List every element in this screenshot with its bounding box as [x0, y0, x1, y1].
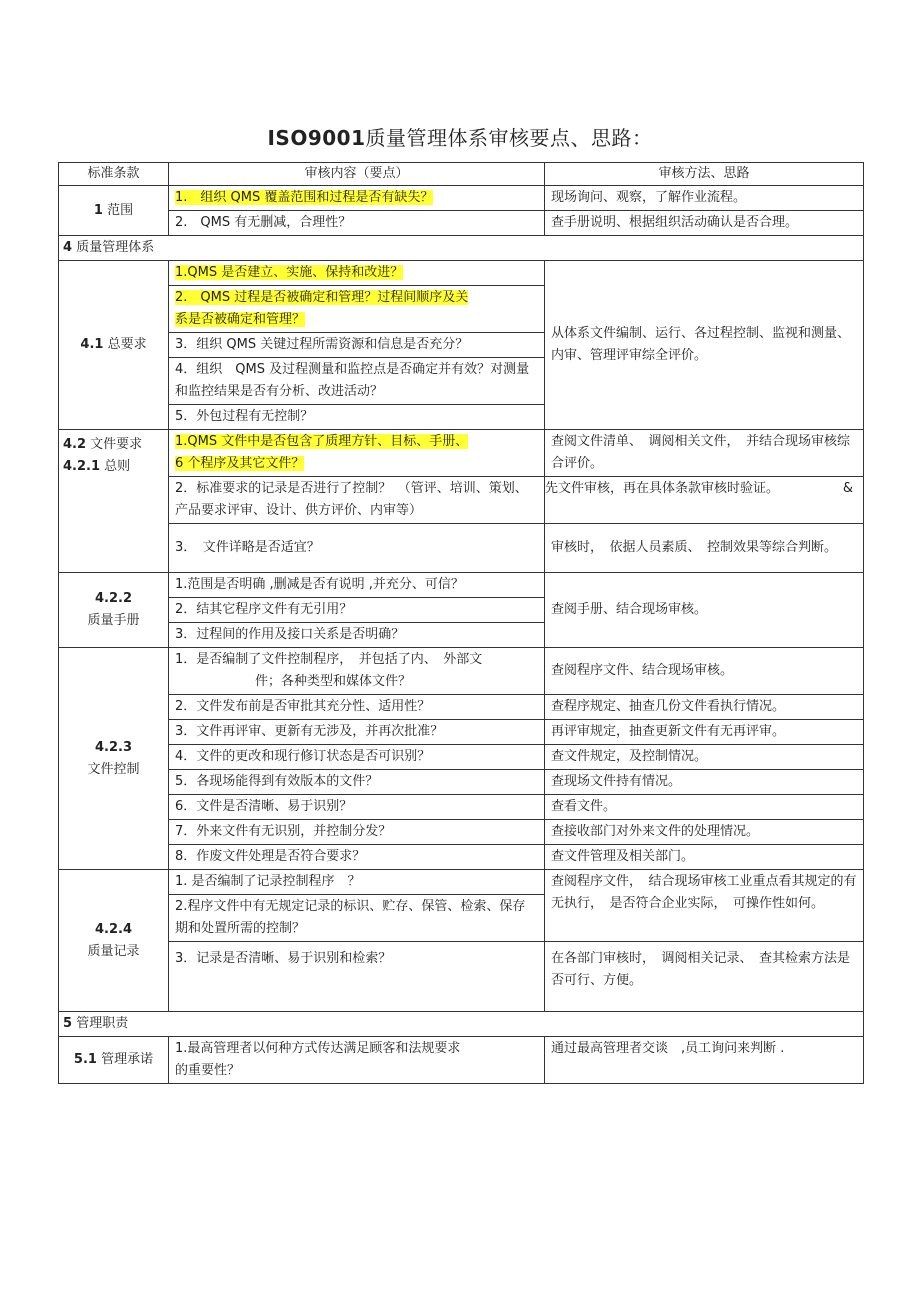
table-row	[59, 795, 864, 820]
method-cell: 查现场文件持有情况。	[545, 770, 864, 795]
section-row	[59, 1012, 864, 1037]
content-cell: 3．过程间的作用及接口关系是否明确？	[169, 623, 545, 648]
content-cell: 1.最高管理者以何种方式传达满足顾客和法规要求 的重要性？	[169, 1037, 545, 1084]
content-cell: 2．文件发布前是否审批其充分性、适用性？	[169, 695, 545, 720]
table-row	[59, 820, 864, 845]
title-bold: ISO9001	[267, 126, 366, 150]
table-row	[59, 870, 864, 895]
clause-cell: 5.1 管理承诺	[59, 1037, 169, 1084]
content-cell: 8．作废文件处理是否符合要求？	[169, 845, 545, 870]
method-cell: 查看文件。	[545, 795, 864, 820]
method-cell: 在各部门审核时， 调阅相关记录、 查其检索方法是否可行、方便。	[545, 942, 864, 1012]
content-cell: 3． 文件详略是否适宜？	[169, 524, 545, 573]
table-row	[59, 573, 864, 598]
table-row	[59, 524, 864, 573]
method-cell: 查阅手册、结合现场审核。	[545, 573, 864, 648]
content-cell: 4．文件的更改和现行修订状态是否可识别？	[169, 745, 545, 770]
method-cell: 查阅文件清单、 调阅相关文件， 并结合现场审核综合评价。	[545, 430, 864, 477]
content-cell: 4．组织 QMS 及过程测量和监控点是否确定并有效？对测量和监控结果是否有分析、改进活动？	[169, 358, 545, 405]
content-cell: 3．组织 QMS 关键过程所需资源和信息是否充分？	[169, 333, 545, 358]
method-cell: 查文件管理及相关部门。	[545, 845, 864, 870]
content-cell: 5．各现场能得到有效版本的文件？	[169, 770, 545, 795]
table-row	[59, 211, 864, 236]
method-cell: 查阅程序文件、结合现场审核。	[545, 648, 864, 695]
table-row	[59, 695, 864, 720]
content-cell: 2．结其它程序文件有无引用？	[169, 598, 545, 623]
method-cell: & 先文件审核，再在具体条款审核时验证。	[545, 477, 864, 524]
method-cell: 从体系文件编制、运行、各过程控制、监视和测量、内审、管理评审综全评价。	[545, 261, 864, 430]
table-row	[59, 720, 864, 745]
clause-cell: 4.2.4 质量记录	[59, 870, 169, 1012]
table-row	[59, 770, 864, 795]
content-cell: 1.QMS 是否建立、实施、保持和改进？	[169, 261, 545, 286]
table-header-row	[59, 163, 864, 186]
table-row	[59, 430, 864, 477]
content-cell: 1．是否编制了文件控制程序， 并包括了内、 外部文 件；各种类型和媒体文件？	[169, 648, 545, 695]
table-row	[59, 477, 864, 524]
table-row	[59, 1037, 864, 1084]
content-cell: 3．文件再评审、更新有无涉及，并再次批准？	[169, 720, 545, 745]
clause-cell: 4.2 文件要求 4.2.1 总则	[59, 430, 169, 573]
header-clause: 标准条款	[59, 163, 169, 186]
method-cell: 查接收部门对外来文件的处理情况。	[545, 820, 864, 845]
table-row	[59, 845, 864, 870]
content-cell: 1. 组织 QMS 覆盖范围和过程是否有缺失？	[169, 186, 545, 211]
table-row	[59, 261, 864, 286]
title-rest: 质量管理体系审核要点、思路：	[365, 126, 653, 150]
content-cell: 2．标准要求的记录是否进行了控制？ （管评、培训、策划、产品要求评审、设计、供方评价、内审等）	[169, 477, 545, 524]
content-cell: 6．文件是否清晰、易于识别？	[169, 795, 545, 820]
section-cell: 4 质量管理体系	[59, 236, 864, 261]
method-cell: 审核时， 依据人员素质、 控制效果等综合判断。	[545, 524, 864, 573]
audit-table	[58, 162, 864, 1084]
table-row	[59, 648, 864, 695]
header-method: 审核方法、思路	[545, 163, 864, 186]
method-cell: 查程序规定、抽查几份文件看执行情况。	[545, 695, 864, 720]
method-cell: 再评审规定，抽查更新文件有无再评审。	[545, 720, 864, 745]
method-cell: 查文件规定，及控制情况。	[545, 745, 864, 770]
content-cell: 7．外来文件有无识别，并控制分发？	[169, 820, 545, 845]
content-cell: 1. 是否编制了记录控制程序 ？	[169, 870, 545, 895]
clause-cell: 1 范围	[59, 186, 169, 236]
page-title	[0, 122, 920, 151]
content-cell: 2. QMS 过程是否被确定和管理？过程间顺序及关 系是否被确定和管理？	[169, 286, 545, 333]
section-cell: 5 管理职责	[59, 1012, 864, 1037]
section-row	[59, 236, 864, 261]
table-row	[59, 942, 864, 1012]
clause-cell: 4.1 总要求	[59, 261, 169, 430]
clause-cell: 4.2.2 质量手册	[59, 573, 169, 648]
clause-cell: 4.2.3 文件控制	[59, 648, 169, 870]
content-cell: 1.范围是否明确 ,删减是否有说明 ,并充分、可信？	[169, 573, 545, 598]
content-cell: 1.QMS 文件中是否包含了质理方针、目标、手册、 6 个程序及其它文件？	[169, 430, 545, 477]
header-content: 审核内容（要点）	[169, 163, 545, 186]
table-row	[59, 186, 864, 211]
method-cell: 通过最高管理者交谈 ,员工询问来判断 .	[545, 1037, 864, 1084]
method-cell: 查手册说明、根据组织活动确认是否合理。	[545, 211, 864, 236]
content-cell: 5．外包过程有无控制？	[169, 405, 545, 430]
content-cell: 2. QMS 有无删减，合理性？	[169, 211, 545, 236]
method-cell: 查阅程序文件， 结合现场审核工业重点看其规定的有无执行， 是否符合企业实际， 可操作性如何。	[545, 870, 864, 942]
content-cell: 3．记录是否清晰、易于识别和检索？	[169, 942, 545, 1012]
table-row	[59, 745, 864, 770]
content-cell: 2.程序文件中有无规定记录的标识、贮存、保管、检索、保存期和处置所需的控制？	[169, 895, 545, 942]
method-cell: 现场询问、观察，了解作业流程。	[545, 186, 864, 211]
